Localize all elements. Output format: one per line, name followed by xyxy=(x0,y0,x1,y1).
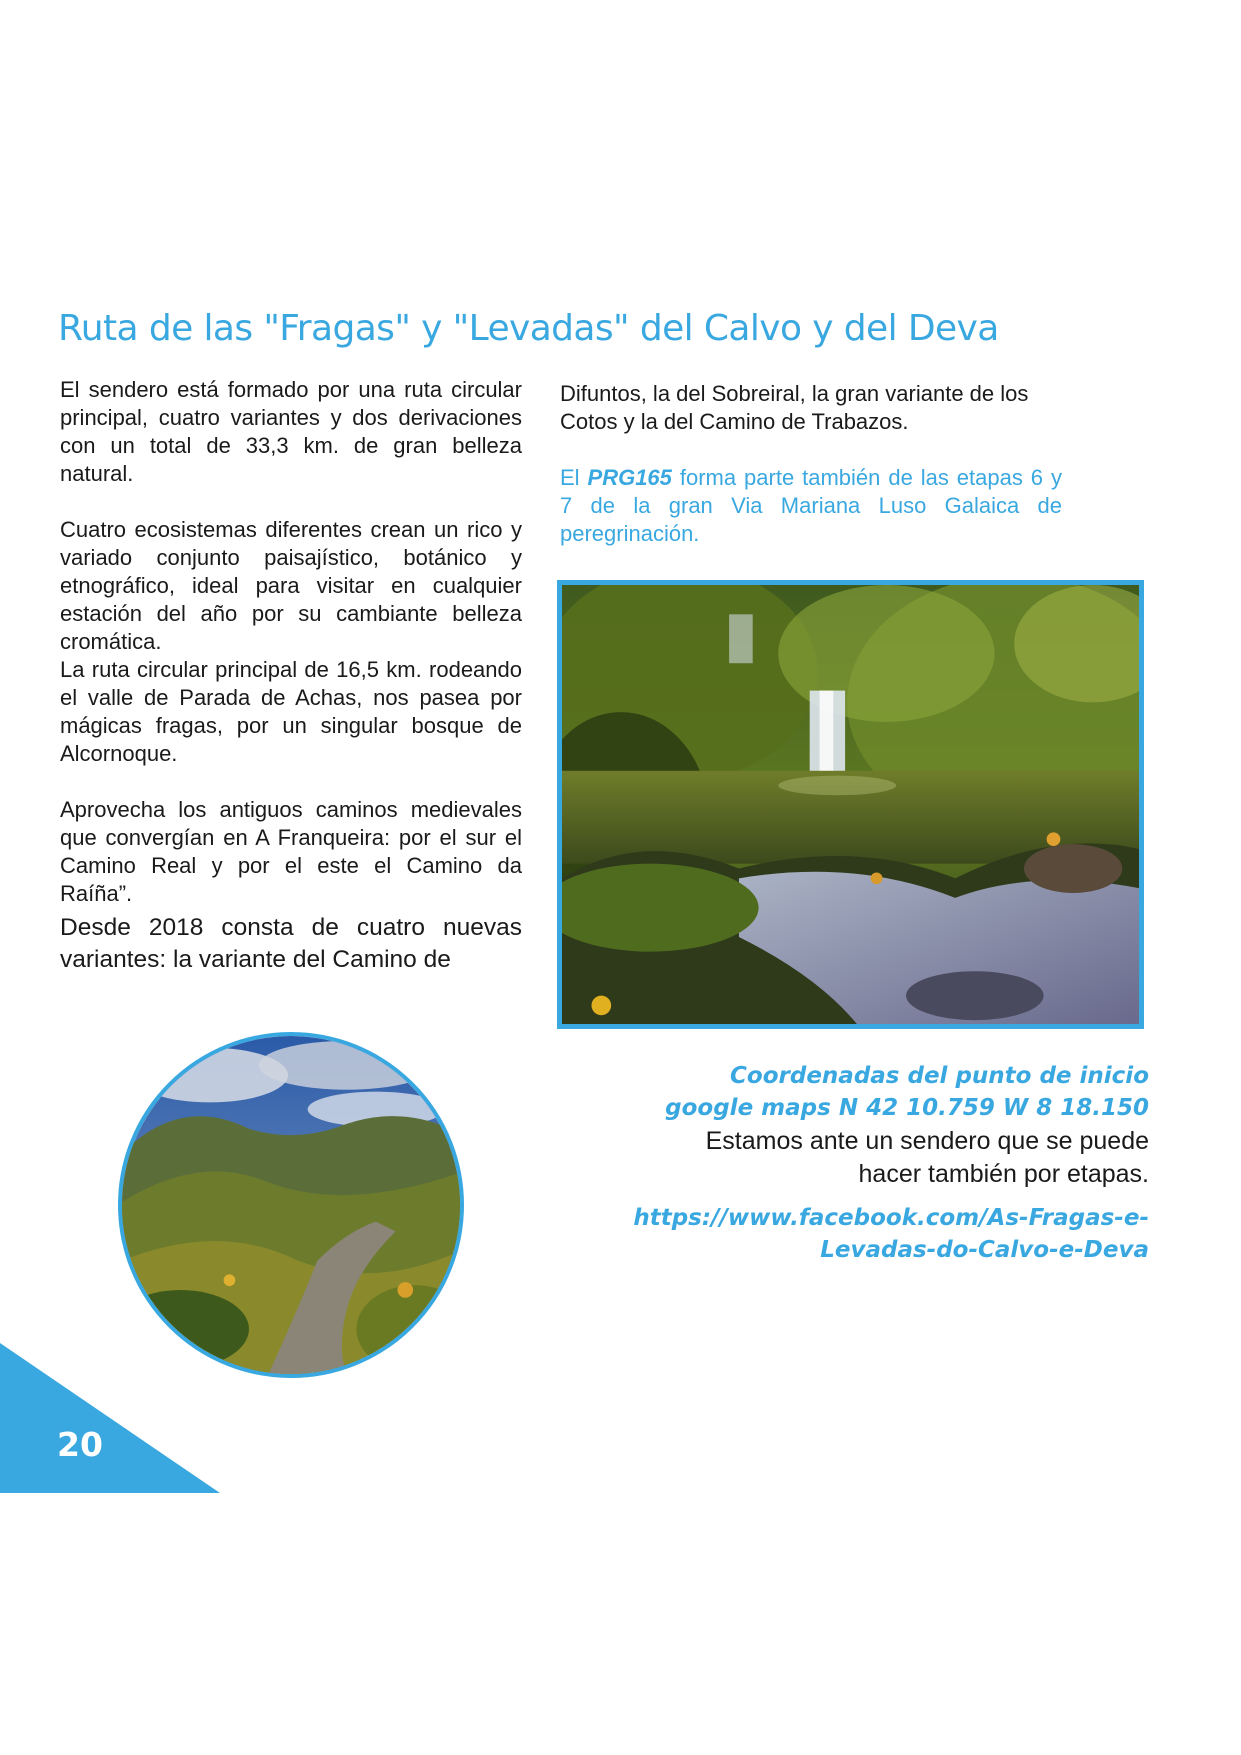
mountain-path-photo xyxy=(118,1032,464,1378)
route-info xyxy=(589,1060,1149,1266)
paragraph-prg165: El PRG165 forma parte también de las etapas 6 y 7 de la gran Via Mariana Luso Galaica de peregrinación. xyxy=(560,465,1062,546)
paragraph-medieval-paths: Aprovecha los antiguos caminos medievales que convergían en A Franqueira: por el sur el Camino Real y por el este el Camino da Raíña”. xyxy=(60,797,522,906)
page-number: 20 xyxy=(57,1425,103,1464)
mountain-path-illustration xyxy=(122,1036,460,1374)
waterfall-illustration xyxy=(562,585,1139,1024)
paragraph-intro: El sendero está formado por una ruta circular principal, cuatro variantes y dos derivaciones con un total de 33,3 km. de gran belleza natural. xyxy=(60,377,522,486)
corner-triangle xyxy=(0,1343,220,1493)
right-text-column xyxy=(560,380,1062,548)
stages-note-line-2: hacer también por etapas. xyxy=(858,1160,1149,1188)
stages-note-line-1: Estamos ante un sendero que se puede xyxy=(705,1127,1149,1155)
facebook-link[interactable]: https://www.facebook.com/As-Fragas-e- Levadas-do-Calvo-e-Deva xyxy=(633,1205,1149,1263)
paragraph-variants-continued: Difuntos, la del Sobreiral, la gran variante de los Cotos y la del Camino de Trabazos. xyxy=(560,381,1029,434)
left-text-column xyxy=(60,376,522,976)
page-title: Ruta de las "Fragas" y "Levadas" del Calvo y del Deva xyxy=(58,308,999,349)
waterfall-photo xyxy=(557,580,1144,1029)
route-code: PRG165 xyxy=(587,465,672,490)
coordinates-heading: Coordenadas del punto de inicio xyxy=(730,1063,1149,1089)
paragraph-circular-route: La ruta circular principal de 16,5 km. rodeando el valle de Parada de Achas, nos pasea por mágicas fragas, por un singular bosque de Alcornoque. xyxy=(60,657,522,766)
paragraph-ecosystems: Cuatro ecosistemas diferentes crean un rico y variado conjunto paisajístico, botánico y etnográfico, ideal para visitar en cualquier estación del año por su cambiante belleza cromática. xyxy=(60,517,522,654)
paragraph-new-variants: Desde 2018 consta de cuatro nuevas variantes: la variante del Camino de xyxy=(60,914,522,973)
coordinates-value: google maps N 42 10.759 W 8 18.150 xyxy=(665,1095,1149,1121)
